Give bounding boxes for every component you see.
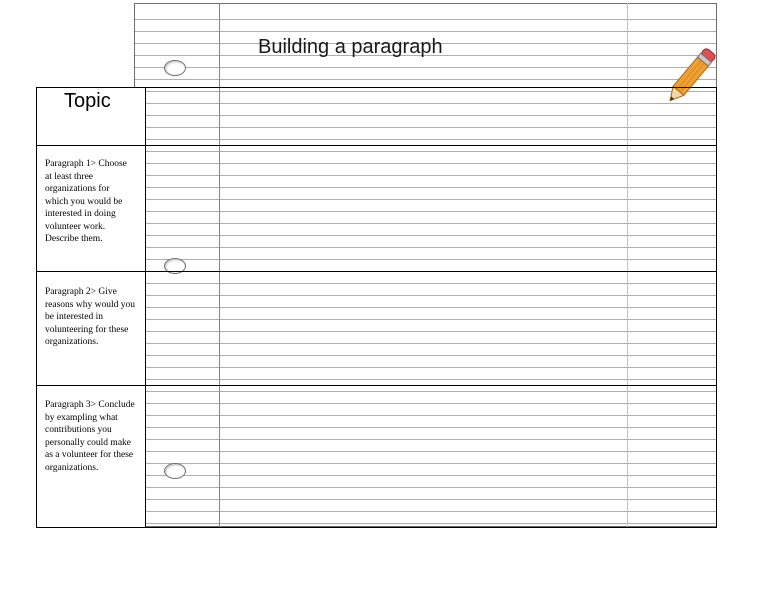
column-divider [145,87,146,528]
topic-label: Topic [64,90,111,112]
paragraph1-instructions: Paragraph 1> Choose at least three organizations for which you would be interested in doing volunteer work. Describe them. [45,159,127,244]
row-divider [36,145,717,146]
page-title: Building a paragraph [258,36,443,58]
row-divider [36,385,717,386]
paragraph3-instructions: Paragraph 3> Conclude by exampling what contributions you personally could make as a volunteer for these organizations. [45,400,135,473]
row-divider [36,271,717,272]
paragraph2-instructions: Paragraph 2> Give reasons why would you be interested in volunteering for these organizations. [45,287,135,347]
punch-hole-top [164,60,186,76]
organizer-table [36,87,717,528]
